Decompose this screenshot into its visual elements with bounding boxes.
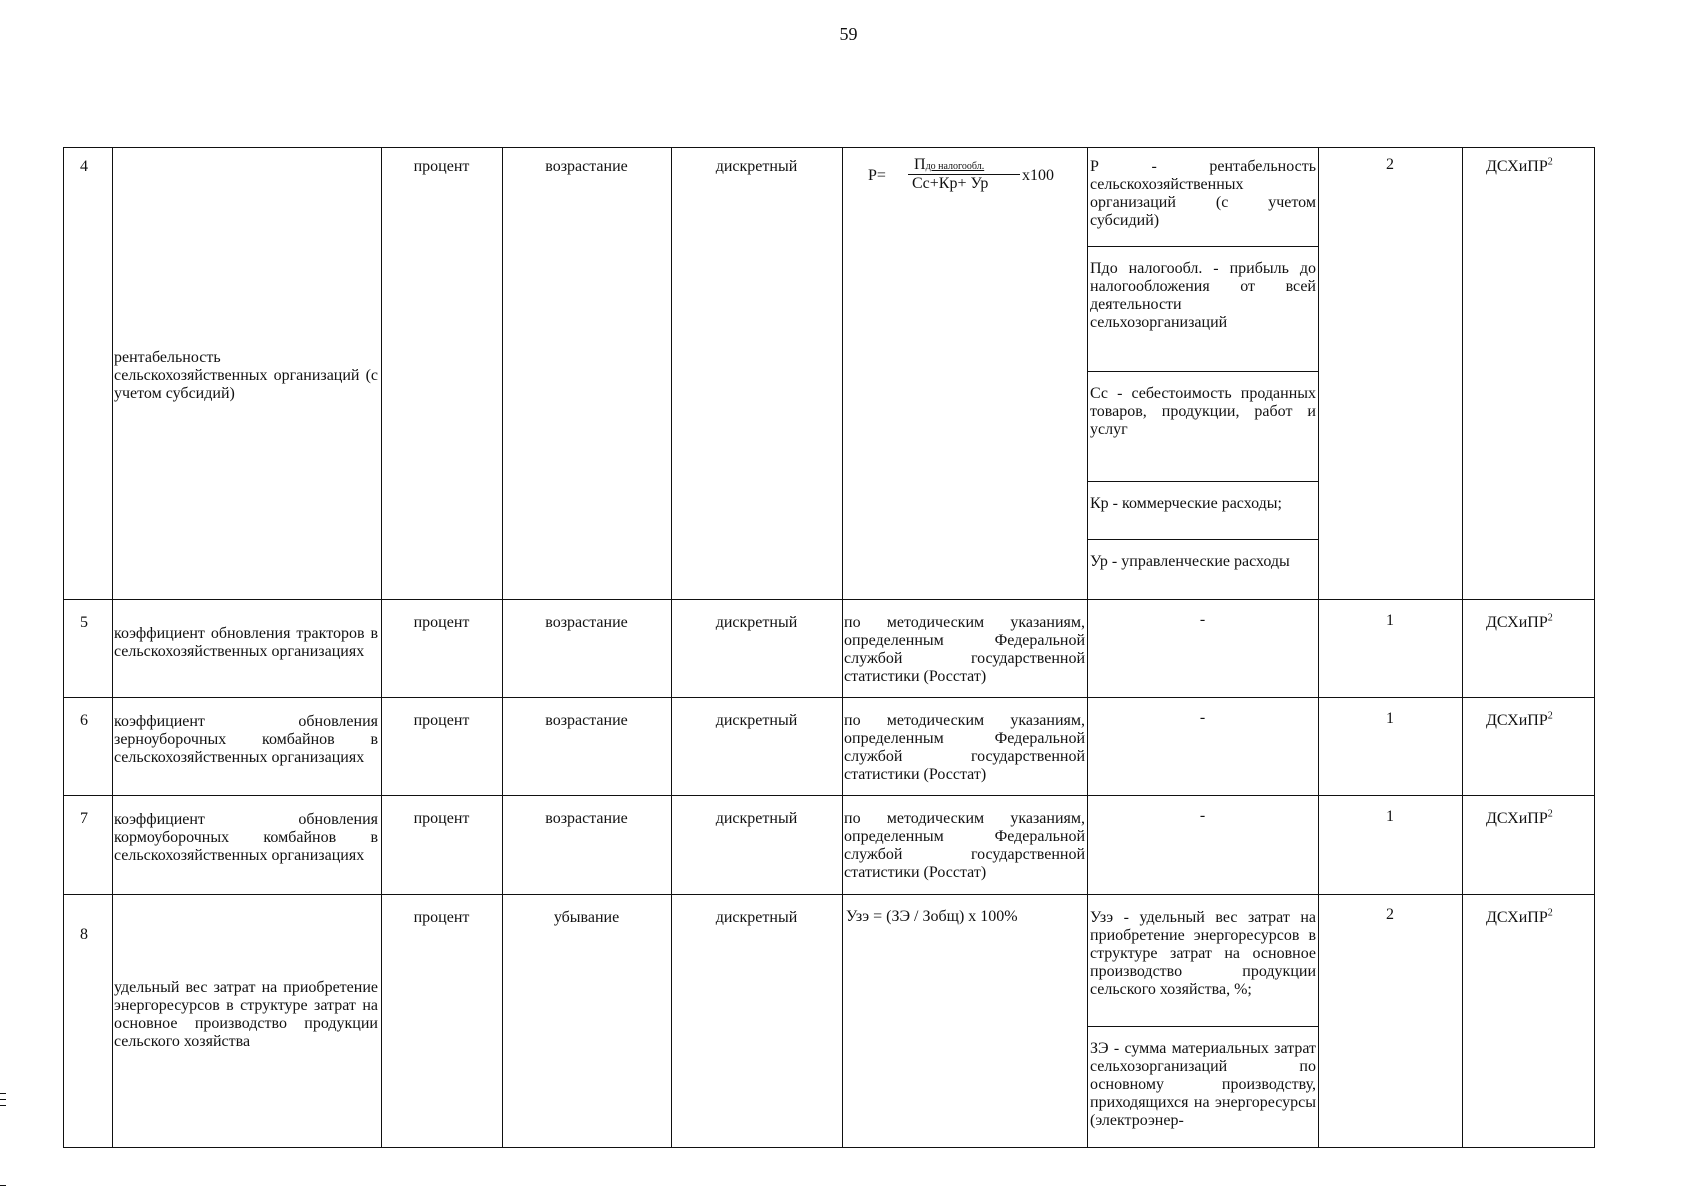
formula-factor: x100 <box>1022 167 1054 184</box>
responsible-footnote: 2 <box>1547 156 1553 168</box>
responsible-name: ДСХиПР <box>1486 712 1548 729</box>
col-divider <box>502 147 503 1148</box>
weight-cell: 1 <box>1386 808 1394 825</box>
weight-cell: 1 <box>1386 710 1394 727</box>
unit-cell: процент <box>413 158 470 175</box>
param-description: Пдо налогообл. - прибыль до налогообложения от всей деятельности сельхозорганизаций <box>1090 260 1316 331</box>
row-number: 7 <box>80 810 88 827</box>
row-number: 8 <box>80 926 88 943</box>
table-border-left <box>63 147 64 1148</box>
responsible-footnote: 2 <box>1547 710 1553 722</box>
weight-cell: 1 <box>1386 612 1394 629</box>
param-description: ЗЭ - сумма материальных затрат сельхозорганизаций по основному производству, приходящихся на энергоресурсы (электроэнер- <box>1090 1040 1316 1129</box>
type-cell: дискретный <box>715 712 798 729</box>
direction-cell: возрастание <box>545 614 628 631</box>
method-cell: по методическим указаниям, определенным Федеральной службой государственной статистики (Росстат) <box>844 712 1085 783</box>
param-divider <box>1087 246 1318 247</box>
method-cell: по методическим указаниям, определенным Федеральной службой государственной статистики (Росстат) <box>844 810 1085 881</box>
formula-numerator-symbol: П <box>914 156 926 173</box>
param-divider <box>1087 539 1318 540</box>
col-divider <box>381 147 382 1148</box>
row-number: 6 <box>80 712 88 729</box>
responsible-footnote: 2 <box>1547 612 1553 624</box>
row-divider <box>63 795 1595 796</box>
row-divider <box>63 697 1595 698</box>
param-divider <box>1087 481 1318 482</box>
params-dash: - <box>1199 709 1206 726</box>
type-cell: дискретный <box>715 158 798 175</box>
responsible-cell <box>1486 909 1553 927</box>
params-dash: - <box>1199 807 1206 824</box>
responsible-cell <box>1486 712 1553 730</box>
direction-cell: возрастание <box>545 810 628 827</box>
type-cell: дискретный <box>715 909 798 926</box>
row-divider <box>63 599 1595 600</box>
col-divider <box>1318 147 1319 1148</box>
responsible-name: ДСХиПР <box>1486 909 1548 926</box>
responsible-name: ДСХиПР <box>1486 158 1548 175</box>
responsible-footnote: 2 <box>1547 907 1553 919</box>
responsible-name: ДСХиПР <box>1486 614 1548 631</box>
formula-numerator <box>914 156 984 176</box>
params-dash: - <box>1199 611 1206 628</box>
responsible-cell <box>1486 158 1553 176</box>
param-description: Р - рентабельность сельскохозяйственных организаций (с учетом субсидий) <box>1090 158 1316 229</box>
responsible-cell <box>1486 614 1553 632</box>
table-border-right <box>1594 147 1595 1148</box>
row-divider <box>63 894 1595 895</box>
col-divider <box>842 147 843 1148</box>
indicator-name: удельный вес затрат на приобретение энергоресурсов в структуре затрат на основное производство продукции сельского хозяйства <box>114 979 378 1050</box>
scan-mark <box>0 1099 6 1100</box>
scan-mark <box>0 1105 6 1106</box>
indicator-name: рентабельность сельскохозяйственных организаций (с учетом субсидий) <box>114 349 378 402</box>
type-cell: дискретный <box>715 614 798 631</box>
indicator-name: коэффициент обновления кормоуборочных комбайнов в сельскохозяйственных организациях <box>114 811 378 864</box>
weight-cell: 2 <box>1386 906 1394 923</box>
method-cell: Узэ = (ЗЭ / Зобщ) х 100% <box>846 908 1018 925</box>
page-number: 59 <box>839 24 858 44</box>
indicator-name: коэффициент обновления тракторов в сельскохозяйственных организациях <box>114 625 378 660</box>
param-description: Ур - управленческие расходы <box>1090 553 1290 570</box>
unit-cell: процент <box>413 614 470 631</box>
method-cell: по методическим указаниям, определенным Федеральной службой государственной статистики (Росстат) <box>844 614 1085 685</box>
weight-cell: 2 <box>1386 156 1394 173</box>
formula <box>846 154 1084 204</box>
col-divider <box>112 147 113 1148</box>
table-border-bottom <box>63 1147 1595 1148</box>
direction-cell: возрастание <box>545 158 628 175</box>
formula-lhs: P= <box>868 167 886 184</box>
row-number: 4 <box>80 158 88 175</box>
param-description: Узэ - удельный вес затрат на приобретение энергоресурсов в структуре затрат на основное производство продукции сельского хозяйства, %; <box>1090 909 1316 998</box>
scan-mark <box>0 1093 6 1094</box>
formula-denominator: Cc+Кр+ Ур <box>912 175 989 192</box>
unit-cell: процент <box>413 909 470 926</box>
col-divider <box>1087 147 1088 1148</box>
param-divider <box>1087 371 1318 372</box>
responsible-name: ДСХиПР <box>1486 810 1548 827</box>
table-border-top <box>63 147 1595 148</box>
responsible-cell <box>1486 810 1553 828</box>
direction-cell: убывание <box>553 909 620 926</box>
scan-mark <box>0 1185 6 1186</box>
param-description: Кр - коммерческие расходы; <box>1090 495 1282 512</box>
unit-cell: процент <box>413 810 470 827</box>
row-number: 5 <box>80 614 88 631</box>
indicator-name: коэффициент обновления зерноуборочных комбайнов в сельскохозяйственных организациях <box>114 713 378 766</box>
type-cell: дискретный <box>715 810 798 827</box>
unit-cell: процент <box>413 712 470 729</box>
formula-numerator-sub: до налогообл. <box>925 161 985 172</box>
param-description: Сс - себестоимость проданных товаров, продукции, работ и услуг <box>1090 385 1316 438</box>
param-divider <box>1087 1026 1318 1027</box>
responsible-footnote: 2 <box>1547 808 1553 820</box>
direction-cell: возрастание <box>545 712 628 729</box>
col-divider <box>671 147 672 1148</box>
col-divider <box>1462 147 1463 1148</box>
